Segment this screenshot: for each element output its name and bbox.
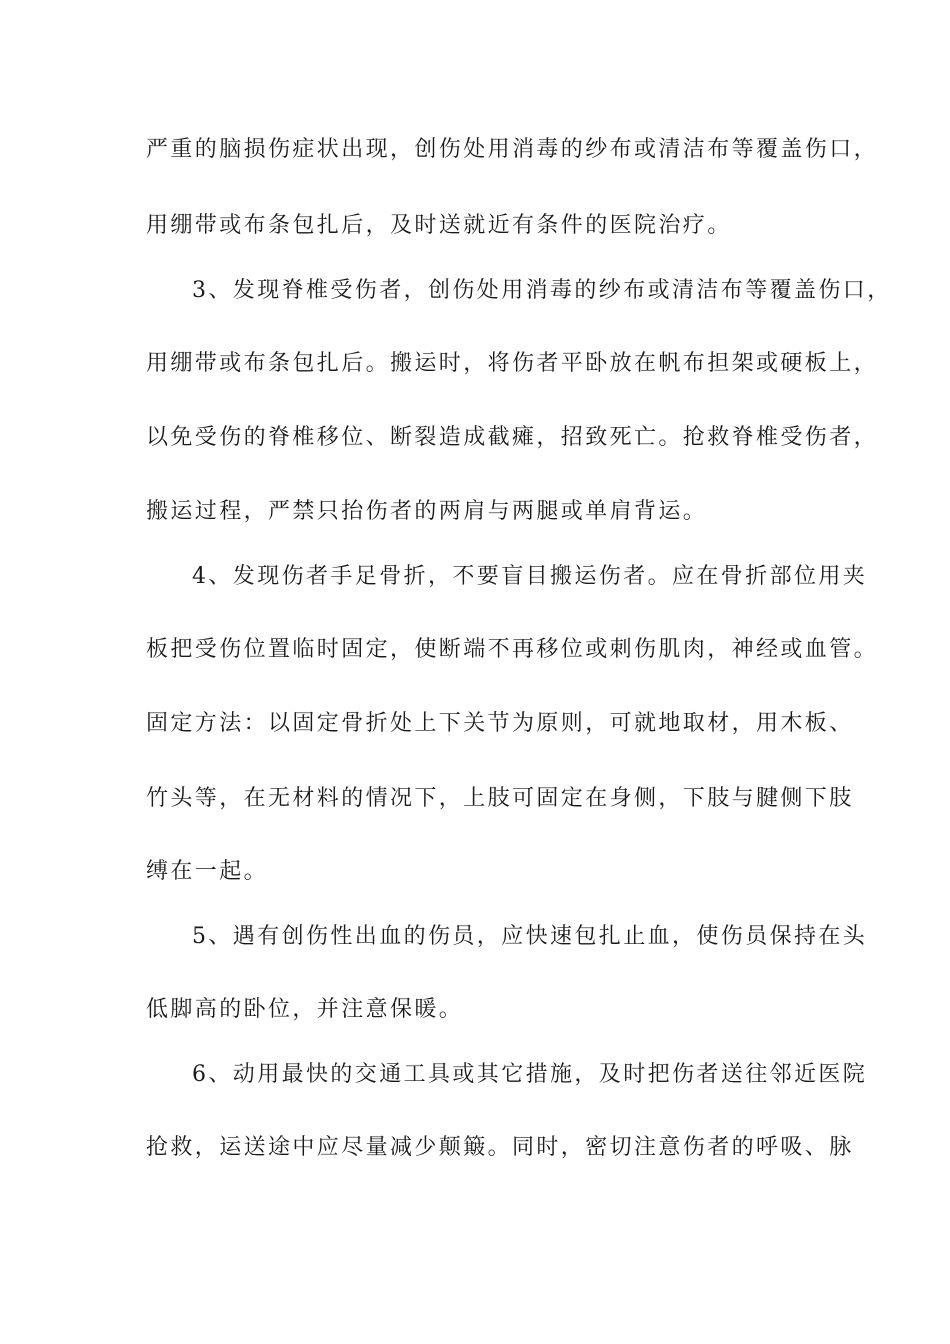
text-line-12: 5、遇有创伤性出血的伤员，应快速包扎止血，使伤员保持在头 (192, 924, 868, 949)
text-line-5: 以免受伤的脊椎移位、断裂造成截瘫，招致死亡。抢救脊椎受伤者， (146, 425, 879, 450)
text-line-3: 3、发现脊椎受伤者，创伤处用消毒的纱布或清洁布等覆盖伤口， (192, 278, 892, 303)
text-line-4: 用绷带或布条包扎后。搬运时，将伤者平卧放在帆布担架或硬板上， (146, 351, 879, 376)
text-line-14: 6、动用最快的交通工具或其它措施，及时把伤者送往邻近医院 (192, 1062, 868, 1087)
text-line-9: 固定方法：以固定骨折处上下关节为原则，可就地取材，用木板、 (146, 711, 854, 736)
text-line-10: 竹头等，在无材料的情况下，上肢可固定在身侧，下肢与腱侧下肢 (146, 786, 854, 811)
text-line-2: 用绷带或布条包扎后，及时送就近有条件的医院治疗。 (146, 213, 732, 238)
text-line-6: 搬运过程，严禁只抬伤者的两肩与两腿或单肩背运。 (146, 499, 708, 524)
text-line-8: 板把受伤位置临时固定，使断端不再移位或刺伤肌肉，神经或血管。 (146, 637, 879, 662)
text-line-13: 低脚高的卧位，并注意保暖。 (146, 997, 464, 1022)
text-line-11: 缚在一起。 (146, 859, 269, 884)
text-line-15: 抢救，运送途中应尽量减少颠簸。同时，密切注意伤者的呼吸、脉 (146, 1135, 854, 1160)
text-line-1: 严重的脑损伤症状出现，创伤处用消毒的纱布或清洁布等覆盖伤口， (146, 137, 879, 162)
text-line-7: 4、发现伤者手足骨折，不要盲目搬运伤者。应在骨折部位用夹 (192, 564, 868, 589)
